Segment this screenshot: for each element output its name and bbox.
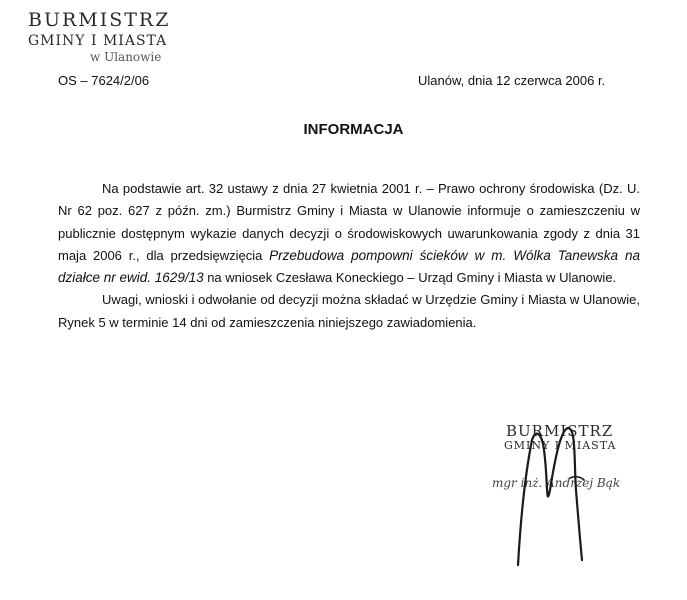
- header-stamp-line3: w Ulanowie: [90, 50, 162, 64]
- signature-stamp: [492, 423, 672, 490]
- reference-number: OS – 7624/2/06: [58, 73, 150, 88]
- signature-stamp-line2: GMINY I MIASTA: [504, 439, 617, 452]
- project-name: Przebudowa pompowni ścieków w m. Wólka Tanewska na działce nr ewid. 1629/13: [58, 247, 640, 286]
- header-stamp: [28, 10, 228, 64]
- paragraph-remarks: Uwagi, wnioski i odwołanie od decyzji można składać w Urzędzie Gminy i Miasta w Ulanowie, Rynek 5 w terminie 14 dni od zamieszczenia niniejszego zawiadomienia.: [58, 292, 640, 330]
- signatory-name: mgr inż. Andrzej Bąk: [492, 476, 621, 490]
- paragraph-main-text-before: Na podstawie art. 32 ustawy z dnia 27 kwietnia 2001 r. – Prawo ochrony środowiska (Dz. U. Nr 62 poz. 627 z późn. zm.) Burmistrz Gminy i Miasta w Ulanowie informuje o zamieszczeniu w publicznie dostępnym wykazie danych decyzji o środowiskowych uwarunkowania zgody z dnia 31 maja 2006 r., dla przedsięwzięcia: [58, 181, 640, 263]
- paragraph-main: [58, 178, 640, 289]
- document-body: [58, 178, 640, 334]
- header-stamp-line1: BURMISTRZ: [28, 9, 171, 31]
- header-stamp-line2: GMINY I MIASTA: [28, 33, 168, 49]
- document-title: INFORMACJA: [303, 121, 404, 138]
- signature-stamp-line1: BURMISTRZ: [506, 422, 614, 440]
- paragraph-main-text-after: na wniosek Czesława Koneckiego – Urząd Gminy i Miasta w Ulanowie.: [203, 270, 617, 286]
- date-line: Ulanów, dnia 12 czerwca 2006 r.: [418, 73, 606, 88]
